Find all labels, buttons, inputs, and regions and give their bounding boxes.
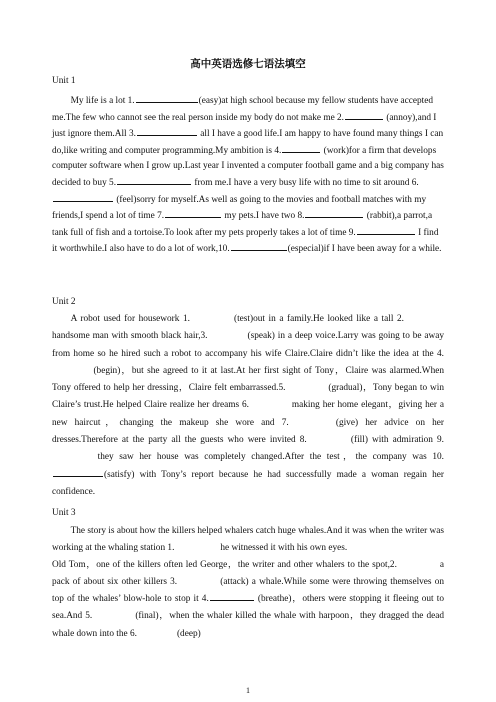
unit-1-text: (annoy),and I just ignore them.All 3. xyxy=(52,112,437,140)
page-number: 1 xyxy=(246,686,250,695)
unit-3-text: (attack) a whale.While some were throwing themselves on top of the whales’ blow-hole to stop it 4. xyxy=(52,577,445,605)
blank-3 xyxy=(137,126,197,136)
unit-2-text: (begin)，but she agreed to it at last.At her first sight of Tony，Claire was alarmed.When Tony offered to help her dressing，Claire felt embarrassed.5. xyxy=(52,365,444,394)
blank-9 xyxy=(357,225,415,235)
unit-3-text: (deep) xyxy=(176,628,201,639)
unit-2-text: handsome man with smooth black hair,3. xyxy=(52,331,208,342)
unit-3-heading: Unit 3 xyxy=(52,508,76,518)
unit-3-paragraph xyxy=(52,523,444,643)
unit-3-text: (final)，when the whaler killed the whale with harpoon，they dragged the dead whale down into the 6. xyxy=(52,611,444,639)
unit-1-text: all I have a good life.I am happy to have found many things I can do,like writing and computer programming.My ambition is 4. xyxy=(52,129,444,156)
unit-1-text: My life is a lot 1. xyxy=(70,96,135,106)
unit-2-text: they saw her house was completely changed.After the test，the company was 10. xyxy=(97,452,444,463)
unit-2-text: (give) her advice on her dresses.Therefore at the party all the guests who were invited 8. xyxy=(52,417,444,446)
unit-1-text: from me.I have a very busy life with no time to sit around 6. xyxy=(192,177,419,188)
unit-2-text: (fill) with admiration 9. xyxy=(350,435,444,446)
unit-1-text: (especial)if I have been away for a while. xyxy=(287,244,442,255)
unit-2-text: making her home elegant，giving her a new haircut，changing the makeup she wore and 7. xyxy=(52,400,444,428)
blank-10 xyxy=(53,467,103,477)
unit-2-heading: Unit 2 xyxy=(52,297,76,307)
unit-3-text: a pack of about six other killers 3. xyxy=(52,560,444,588)
blank-4 xyxy=(210,591,254,601)
blank-5 xyxy=(117,175,191,185)
unit-3-text: Old Tom，one of the killers often led George，the writer and other whalers to the spot,2. xyxy=(52,560,397,571)
unit-2-text: (satisfy) with Tony’s report because he had successfully made a woman regain her confidence. xyxy=(52,469,444,497)
blank-2 xyxy=(345,110,383,120)
unit-3-text: (breathe)，others were stopping it fleeing out to sea.And 5. xyxy=(52,594,444,622)
blank-8 xyxy=(305,208,363,218)
blank-1 xyxy=(136,93,198,103)
unit-2-text: (gradual)，Tony began to win Claire’s trust.He helped Claire realize her dreams 6. xyxy=(52,383,444,411)
blank-7 xyxy=(165,208,221,218)
page-title: 高中英语选修七语法填空 xyxy=(190,58,306,70)
blank-4 xyxy=(282,143,320,153)
unit-1-text: (work)for a firm that develops computer software when I grow up.Last year I invented a computer football game and a big company has decided to buy 5. xyxy=(52,145,444,188)
unit-2-text: (speak) in a deep voice.Larry was going to be away from home so he hired such a robot to accompany his wife Claire.Claire didn’t like the idea at the 4. xyxy=(52,331,444,359)
unit-3-text: The story is about how the killers helped whalers catch huge whales.And it was when the writer was working at the whaling station 1. xyxy=(52,526,444,554)
unit-2-paragraph xyxy=(52,311,444,501)
unit-2-text: (test)out in a family.He looked like a tall 2. xyxy=(233,314,404,324)
blank-6 xyxy=(53,192,113,202)
unit-1-text: (rabbit),a parrot,a tank full of fish and a tortoise.To look after my pets properly takes a lot of time 9. xyxy=(52,211,433,238)
unit-1-text: I find it worthwhile.I also have to do a lot of work,10. xyxy=(52,227,439,255)
unit-3-text: he witnessed it with his own eyes. xyxy=(220,543,348,554)
unit-1-heading: Unit 1 xyxy=(52,76,76,86)
unit-1-text: my pets.I have two 8. xyxy=(224,211,305,222)
unit-1-text: (feel)sorry for myself.As well as going to the movies and football matches with my friends,I spend a lot of time 7. xyxy=(52,194,427,222)
unit-1-text: (easy)at high school because my fellow students have accepted me.The few who cannot see the real person inside my body do not make me 2. xyxy=(52,96,434,123)
unit-2-text: A robot used for housework 1. xyxy=(70,314,190,324)
blank-10 xyxy=(231,241,287,251)
unit-1-paragraph xyxy=(52,93,444,258)
